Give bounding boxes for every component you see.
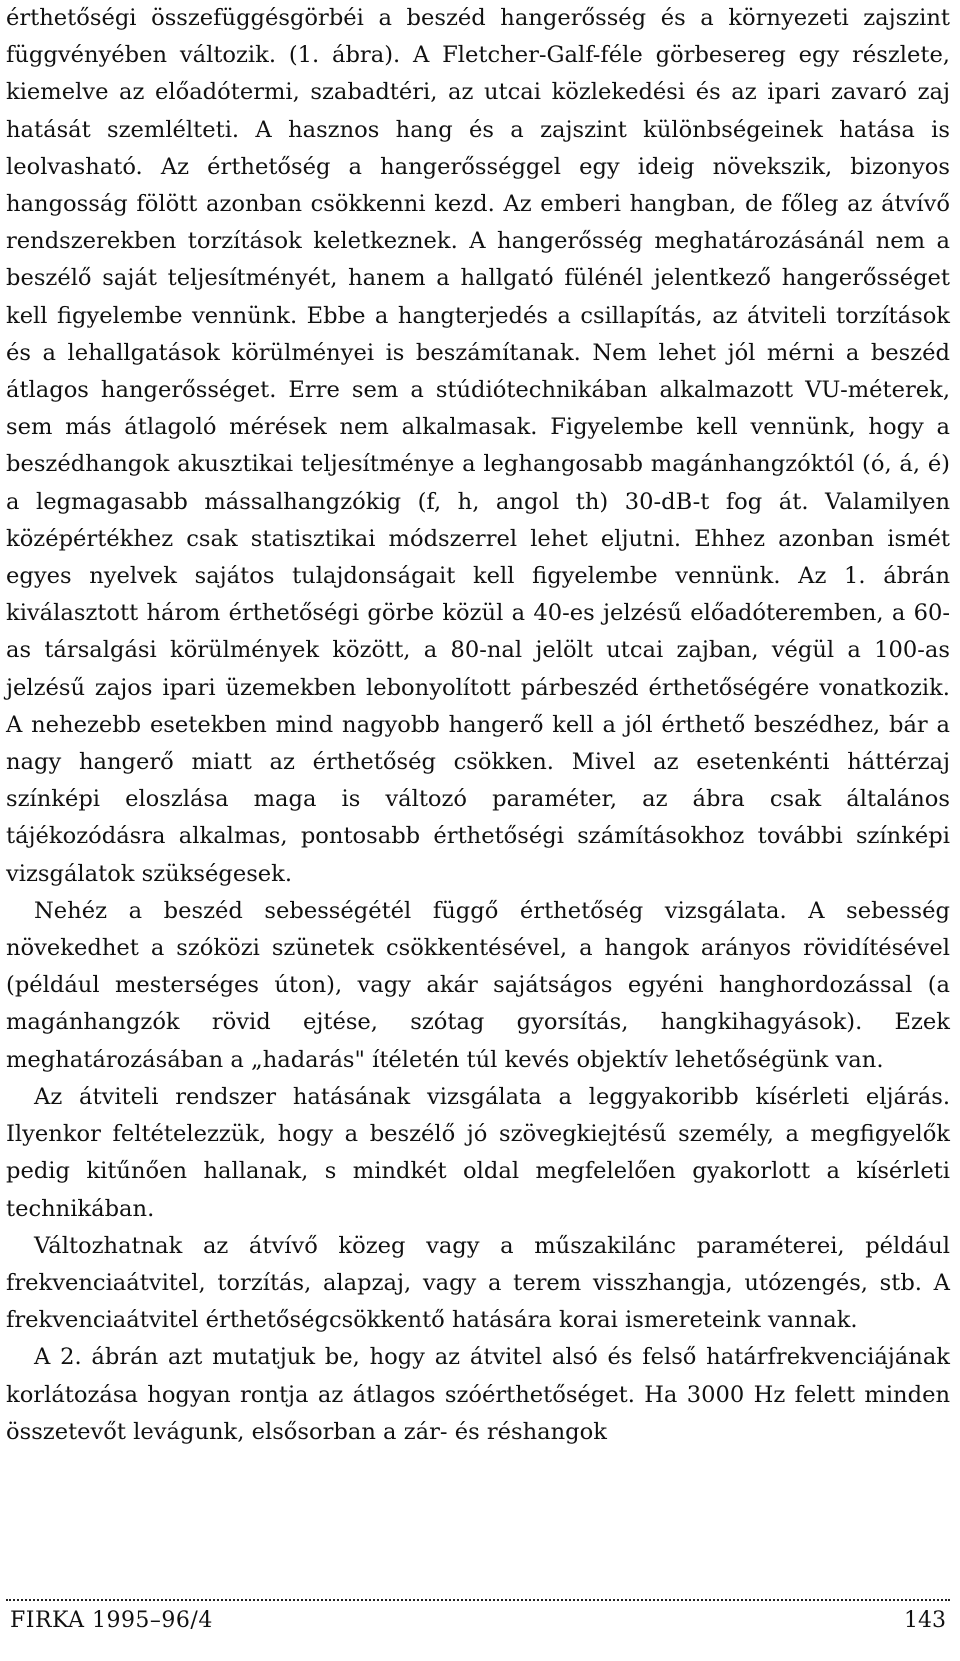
paragraph-4: Változhatnak az átvívő közeg vagy a műszakilánc paraméterei, például frekvenciaátvitel, torzítás, alapzaj, vagy a terem visszhangja, utózengés, stb. A frekvenciaátvitel érthetőségcsökkentő hatására korai ismereteink vannak.	[6, 1232, 950, 1334]
journal-issue: FIRKA 1995–96/4	[10, 1608, 213, 1633]
paragraph-2: Nehéz a beszéd sebességétél függő érthetőség vizsgálata. A sebesség növekedhet a szóközi szünetek csökkentésével, a hangok arányos rövidítésével (például mesterséges úton), vagy akár sajátságos egyéni hanghordozással (a magánhangzók rövid ejtése, szótag gyorsítás, hangkihagyások). Ezek meghatározásában a „hadarás" ítéletén túl kevés objektív lehetőségünk van.	[6, 897, 950, 1073]
page-footer	[10, 1608, 946, 1633]
body-text	[6, 0, 950, 1451]
paragraph-3: Az átviteli rendszer hatásának vizsgálata a leggyakoribb kísérleti eljárás. Ilyenkor feltételezzük, hogy a beszélő jó szövegkiejtésű személy, a megfigyelők pedig kitűnően hallanak, s mindkét oldal megfelelően gyakorlott a kísérleti technikában.	[6, 1083, 950, 1222]
document-page	[6, 0, 950, 1451]
paragraph-5: A 2. ábrán azt mutatjuk be, hogy az átvitel alsó és felső határfrekvenciájának korlátozása hogyan rontja az átlagos szóérthetőséget. Ha 3000 Hz felett minden összetevőt levágunk, elsősorban a zár- és réshangok	[6, 1344, 950, 1445]
page-number: 143	[904, 1608, 946, 1633]
footer-divider	[6, 1599, 950, 1601]
paragraph-1: érthetőségi összefüggésgörbéi a beszéd hangerősség és a környezeti zajszint függvényében változik. (1. ábra). A Fletcher-Galf-féle görbesereg egy részlete, kiemelve az előadótermi, szabadtéri, az utcai közlekedési és az ipari zavaró zaj hatását szemlélteti. A hasznos hang és a zajszint különbségeinek hatása is leolvasható. Az érthetőség a hangerősséggel egy ideig növekszik, bizonyos hangosság fölött azonban csökkenni kezd. Az emberi hangban, de főleg az átvívő rendszerekben torzítások keletkeznek. A hangerősség meghatározásánál nem a beszélő saját teljesítményét, hanem a hallgató fülénél jelentkező hangerősséget kell figyelembe vennünk. Ebbe a hangterjedés a csillapítás, az átviteli torzítások és a lehallgatások körülményei is beszámítanak. Nem lehet jól mérni a beszéd átlagos hangerősséget. Erre sem a stúdiótechnikában alkalmazott VU-méterek, sem más átlagoló mérések nem alkalmasak. Figyelembe kell vennünk, hogy a beszédhangok akusztikai teljesítménye a leghangosabb magánhangzóktól (ó, á, é) a legmagasabb mássalhangzókig (f, h, angol th) 30-dB-t fog át. Valamilyen középértékhez csak statisztikai módszerrel lehet eljutni. Ehhez azonban ismét egyes nyelvek sajátos tulajdonságait kell figyelembe vennünk. Az 1. ábrán kiválasztott három érthetőségi görbe közül a 40-es jelzésű előadóteremben, a 60-as társalgási körülmények között, a 80-nal jelölt utcai zajban, végül a 100-as jelzésű zajos ipari üzemekben lebonyolított párbeszéd érthetőségére vonatkozik. A nehezebb esetekben mind nagyobb hangerő kell a jól érthető beszédhez, bár a nagy hangerő miatt az érthetőség csökken. Mivel az esetenkénti háttérzaj színképi eloszlása maga is változó paraméter, az ábra csak általános tájékozódásra alkalmas, pontosabb érthetőségi számításokhoz további színképi vizsgálatok szükségesek.	[6, 5, 950, 887]
